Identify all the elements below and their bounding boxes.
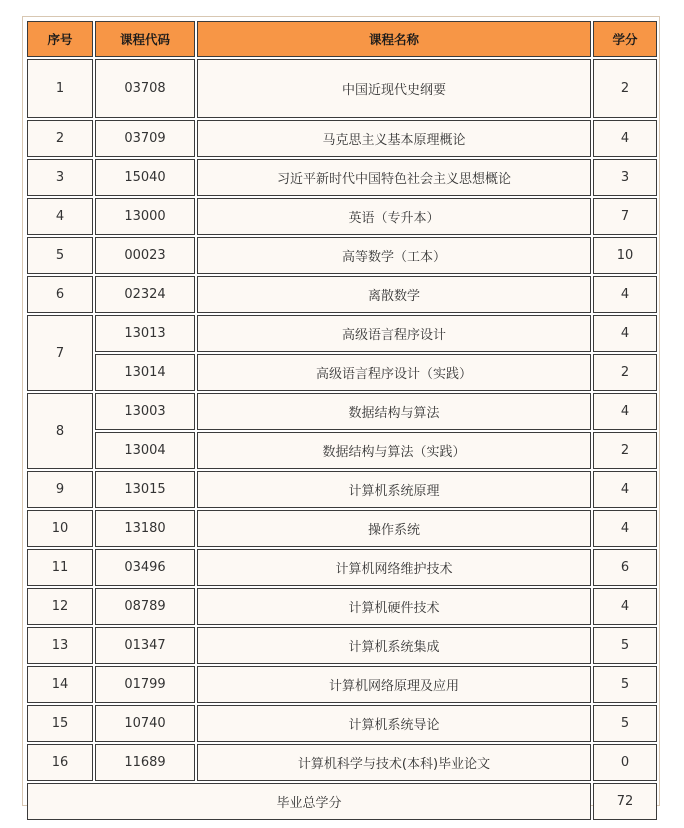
- cell-no: 1: [27, 59, 93, 118]
- table-row: [27, 159, 657, 196]
- table-row: [27, 59, 657, 118]
- cell-credit: 2: [593, 354, 657, 391]
- cell-name: 高等数学（工本）: [197, 237, 591, 274]
- table-row: [27, 393, 657, 430]
- course-table-container: [22, 16, 660, 811]
- cell-credit: 0: [593, 744, 657, 781]
- table-row: [27, 744, 657, 781]
- cell-no: 16: [27, 744, 93, 781]
- cell-code: 13180: [95, 510, 195, 547]
- cell-credit: 5: [593, 627, 657, 664]
- header-no: 序号: [27, 21, 93, 57]
- cell-name: 英语（专升本）: [197, 198, 591, 235]
- cell-code: 00023: [95, 237, 195, 274]
- cell-no: 12: [27, 588, 93, 625]
- cell-name: 数据结构与算法（实践）: [197, 432, 591, 469]
- cell-code: 01799: [95, 666, 195, 703]
- cell-no: 9: [27, 471, 93, 508]
- cell-name: 高级语言程序设计: [197, 315, 591, 352]
- cell-name: 习近平新时代中国特色社会主义思想概论: [197, 159, 591, 196]
- table-row: [27, 354, 657, 391]
- cell-code: 02324: [95, 276, 195, 313]
- cell-name: 计算机系统导论: [197, 705, 591, 742]
- cell-credit: 4: [593, 315, 657, 352]
- table-row: [27, 705, 657, 742]
- cell-credit: 2: [593, 59, 657, 118]
- cell-credit: 4: [593, 510, 657, 547]
- cell-no: 7: [27, 315, 93, 391]
- cell-code: 13004: [95, 432, 195, 469]
- header-name: 课程名称: [197, 21, 591, 57]
- cell-credit: 4: [593, 471, 657, 508]
- cell-name: 计算机系统集成: [197, 627, 591, 664]
- cell-code: 03709: [95, 120, 195, 157]
- cell-no: 2: [27, 120, 93, 157]
- cell-code: 11689: [95, 744, 195, 781]
- table-header: [27, 21, 657, 57]
- cell-code: 13014: [95, 354, 195, 391]
- cell-no: 13: [27, 627, 93, 664]
- cell-name: 计算机科学与技术(本科)毕业论文: [197, 744, 591, 781]
- cell-no: 6: [27, 276, 93, 313]
- total-row: [27, 783, 657, 820]
- cell-no: 3: [27, 159, 93, 196]
- cell-code: 03496: [95, 549, 195, 586]
- cell-code: 13000: [95, 198, 195, 235]
- cell-code: 08789: [95, 588, 195, 625]
- table-body: [27, 59, 657, 820]
- cell-code: 10740: [95, 705, 195, 742]
- cell-name: 计算机网络维护技术: [197, 549, 591, 586]
- cell-name: 离散数学: [197, 276, 591, 313]
- total-label: 毕业总学分: [27, 783, 591, 820]
- cell-name: 操作系统: [197, 510, 591, 547]
- header-row: [27, 21, 657, 57]
- cell-code: 03708: [95, 59, 195, 118]
- cell-code: 13003: [95, 393, 195, 430]
- header-credit: 学分: [593, 21, 657, 57]
- table-row: [27, 471, 657, 508]
- cell-credit: 5: [593, 705, 657, 742]
- table-row: [27, 627, 657, 664]
- cell-no: 15: [27, 705, 93, 742]
- cell-no: 8: [27, 393, 93, 469]
- cell-credit: 3: [593, 159, 657, 196]
- cell-no: 5: [27, 237, 93, 274]
- header-code: 课程代码: [95, 21, 195, 57]
- table-row: [27, 237, 657, 274]
- table-row: [27, 315, 657, 352]
- total-credit: 72: [593, 783, 657, 820]
- cell-name: 计算机网络原理及应用: [197, 666, 591, 703]
- table-row: [27, 549, 657, 586]
- cell-credit: 10: [593, 237, 657, 274]
- cell-code: 13013: [95, 315, 195, 352]
- table-row: [27, 198, 657, 235]
- cell-no: 11: [27, 549, 93, 586]
- cell-credit: 2: [593, 432, 657, 469]
- course-table: [25, 19, 659, 822]
- cell-credit: 4: [593, 393, 657, 430]
- cell-credit: 5: [593, 666, 657, 703]
- cell-name: 计算机系统原理: [197, 471, 591, 508]
- table-row: [27, 510, 657, 547]
- cell-name: 数据结构与算法: [197, 393, 591, 430]
- cell-name: 中国近现代史纲要: [197, 59, 591, 118]
- cell-credit: 6: [593, 549, 657, 586]
- cell-credit: 4: [593, 276, 657, 313]
- cell-credit: 4: [593, 588, 657, 625]
- table-row: [27, 588, 657, 625]
- cell-name: 马克思主义基本原理概论: [197, 120, 591, 157]
- cell-code: 13015: [95, 471, 195, 508]
- cell-credit: 4: [593, 120, 657, 157]
- cell-no: 14: [27, 666, 93, 703]
- cell-code: 15040: [95, 159, 195, 196]
- cell-code: 01347: [95, 627, 195, 664]
- table-row: [27, 666, 657, 703]
- table-row: [27, 276, 657, 313]
- table-row: [27, 120, 657, 157]
- cell-no: 4: [27, 198, 93, 235]
- cell-name: 高级语言程序设计（实践）: [197, 354, 591, 391]
- cell-credit: 7: [593, 198, 657, 235]
- table-row: [27, 432, 657, 469]
- cell-name: 计算机硬件技术: [197, 588, 591, 625]
- cell-no: 10: [27, 510, 93, 547]
